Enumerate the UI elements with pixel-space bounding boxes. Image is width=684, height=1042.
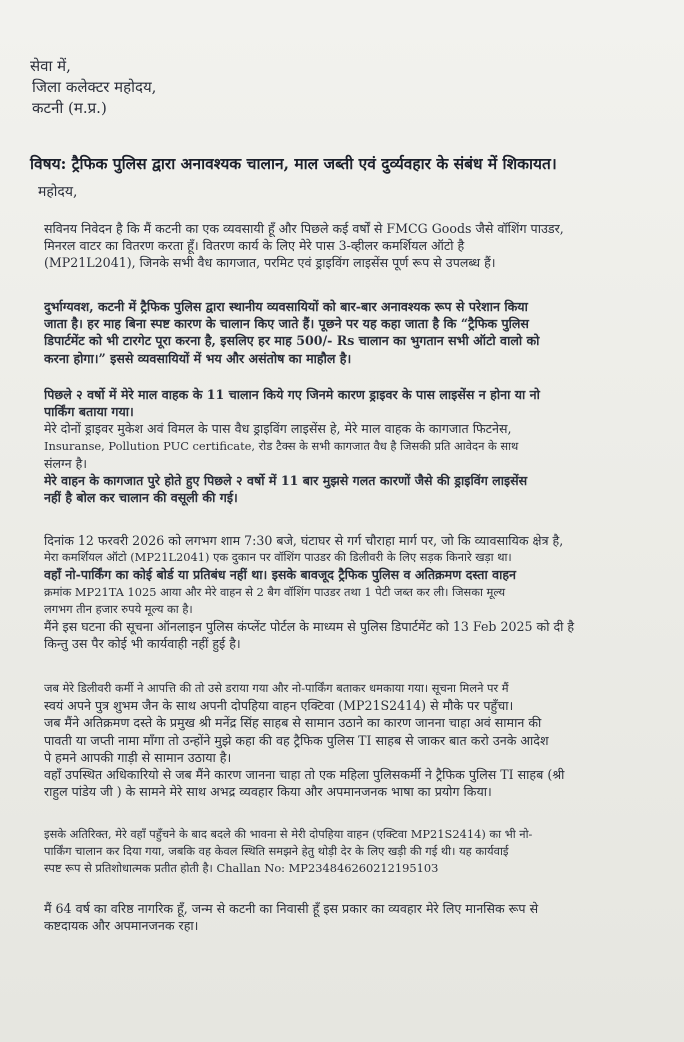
salutation: महोदय, bbox=[38, 184, 78, 200]
text-line: सविनय निवेदन है कि मैं कटनी का एक व्यवसायी हूँ और पिछले कई वर्षों से FMCG Goods जैसे वॉशिंग पाउडर, bbox=[44, 221, 564, 236]
text-line: जब मैंने अतिक्रमण दस्ते के प्रमुख श्री मनेंद्र सिंह साहब से सामान उठाने का कारण जानना चाहा अवं सामान की bbox=[44, 715, 542, 731]
text-line: लगभग तीन हजार रुपये मूल्य का है। bbox=[44, 601, 193, 616]
text-line: कष्टदायक और अपमानजनक रहा। bbox=[44, 918, 199, 934]
text-line: जब मेरे डिलीवरी कर्मी ने आपत्ति की तो उसे डराया गया और नो-पार्किंग बताकर धमकाया गया। सूचना मिलने पर मैं bbox=[44, 681, 509, 695]
paragraph-challans bbox=[44, 386, 644, 506]
text-line: पावती या जप्ती नामा माँगा तो उन्होंने मुझे कहा की वह ट्रैफिक पुलिस TI साहब से जाकर बात करो उनके आदेश bbox=[44, 732, 549, 748]
text-line: संलग्न है। bbox=[44, 455, 88, 471]
text-line: स्पष्ट रूप से प्रतिशोधात्मक प्रतीत होती है। Challan No: MP23484626021219510З bbox=[44, 861, 439, 876]
address-line-2: जिला कलेक्टर महोदय, bbox=[32, 78, 157, 96]
text-line: दिनांक 12 फरवरी 2026 को लगभग शाम 7:30 बजे, घंटाघर से गर्ग चौराहा मार्ग पर, जो कि व्यावसायिक क्षेत्र है, bbox=[44, 533, 564, 548]
text-line: जाता है। हर माह बिना स्पष्ट कारण के चालान किए जाते हैं। पूछने पर यह कहा जाता है कि “ट्रैफिक पुलिस bbox=[44, 316, 529, 332]
text-line: इसके अतिरिक्त, मेरे वहाँ पहुँचने के बाद बदले की भावना से मेरी दोपहिया वाहन (एक्टिवा MP21S2414) का भी नो- bbox=[44, 827, 533, 841]
text-line: (MP21L2041), जिनके सभी वैध कागजात, परमिट एवं ड्राइविंग लाइसेंस पूर्ण रूप से उपलब्ध हैं। bbox=[44, 255, 496, 271]
text-line: मेरे दोनों ड्राइवर मुकेश अवं विमल के पास वैध ड्राइविंग लाइसेंस हे, मेरे माल वाहक के कागजात फिटनेस, bbox=[44, 421, 512, 437]
paragraph-incident bbox=[44, 532, 644, 652]
text-line: वहाँ नो-पार्किंग का कोई बोर्ड या प्रतिबंध नहीं था। इसके बावजूद ट्रैफिक पुलिस व अतिक्रमण दस्ता वाहन bbox=[44, 567, 517, 583]
text-line: पार्किंग बताया गया। bbox=[44, 404, 134, 420]
paragraph-complaint bbox=[44, 298, 644, 367]
text-line: दुर्भाग्यवश, कटनी में ट्रैफिक पुलिस द्वारा स्थानीय व्यवसायियों को बार-बार अनावश्यक रूप से परेशान किया bbox=[44, 299, 528, 314]
text-line: किन्तु उस पैर कोई भी कार्यवाही नहीं हुई है। bbox=[44, 636, 241, 652]
text-line: मेरा कमर्शियल ऑटो (MP21L2041) एक दुकान पर वॉशिंग पाउडर की डिलीवरी के लिए सड़क किनारे खड़ा था। bbox=[44, 550, 512, 565]
text-line: पार्किंग चालान कर दिया गया, जबकि वह केवल स्थिति समझने हेतु थोड़ी देर के लिए खड़ी की गई थी। यह कार्यवाई bbox=[44, 844, 509, 859]
text-line: मिनरल वाटर का वितरण करता हूँ। वितरण कार्य के लिए मेरे पास 3-व्हीलर कमर्शियल ऑटो है bbox=[44, 238, 465, 254]
text-line: स्वयं अपने पुत्र शुभम जैन के साथ अपनी दोपहिया वाहन एक्टिवा (MP21S2414) से मौके पर पहुँचा। bbox=[44, 698, 514, 714]
text-line: मैं 64 वर्ष का वरिष्ठ नागरिक हूँ, जन्म से कटनी का निवासी हूँ इस प्रकार का व्यवहार मेरे लिए मानसिक रूप से bbox=[44, 901, 539, 916]
paragraph-retaliation bbox=[44, 826, 644, 878]
text-line: मैंने इस घटना की सूचना ऑनलाइन पुलिस कंप्लेंट पोर्टल के माध्यम से पुलिस डिपार्टमेंट को 13 Feb 2025 को दी है bbox=[44, 619, 575, 635]
text-line: Insuranse, Pollution PUC certificate, रोड टैक्स के सभी कागजात वैध है जिसकी प्रति आवेदन के साथ bbox=[44, 438, 519, 453]
text-line: वहाँ उपस्थित अधिकारियो से जब मैंने कारण जानना चाहा तो एक महिला पुलिसकर्मी ने ट्रैफिक पुलिस TI साहब (श्री bbox=[44, 767, 565, 783]
paragraph-closing bbox=[44, 900, 644, 934]
text-line: नहीं है बोल कर चालान की वसूली की गई। bbox=[44, 490, 238, 506]
text-line: पिछले २ वर्षो में मेरे माल वाहक के 11 चालान किये गए जिनमे कारण ड्राइवर के पास लाइसेंस न होना या नो bbox=[44, 387, 540, 402]
text-line: मेरे वाहन के कागजात पुरे होते हुए पिछले २ वर्षो में 11 बार मुझसे गलत कारणों जैसे की ड्राइविंग लाइसेंस bbox=[44, 473, 528, 489]
text-line: डिपार्टमेंट को भी टारगेट पूरा करना है, इसलिए हर माह 500/- Rs चालान का भुगतान सभी ऑटो वालो को bbox=[44, 333, 540, 349]
text-line: राहुल पांडेय जी ) के सामने मेरे साथ अभद्र व्यवहार किया और अपमानजनक भाषा का प्रयोग किया। bbox=[44, 784, 492, 800]
text-line: क्रमांक MP21TA 1025 आया और मेरे वाहन से 2 बैग वॉशिंग पाउडर तथा 1 पेटी जब्त कर ली। जिसका मूल्य bbox=[44, 584, 506, 599]
paragraph-confrontation bbox=[44, 680, 644, 800]
text-line: पे हमने आपकी गाड़ी से सामान उठाया है। bbox=[44, 749, 232, 765]
recipient-address bbox=[30, 56, 156, 119]
address-line-1: सेवा में, bbox=[30, 57, 71, 75]
address-line-3: कटनी (म.प्र.) bbox=[32, 99, 107, 117]
letter-subject: विषय: ट्रैफिक पुलिस द्वारा अनावश्यक चालान, माल जब्ती एवं दुर्व्यवहार के संबंध में शिकायत। bbox=[30, 154, 557, 173]
text-line: करना होगा।” इससे व्यवसायियों में भय और असंतोष का माहौल है। bbox=[44, 350, 352, 366]
paragraph-intro bbox=[44, 220, 644, 272]
